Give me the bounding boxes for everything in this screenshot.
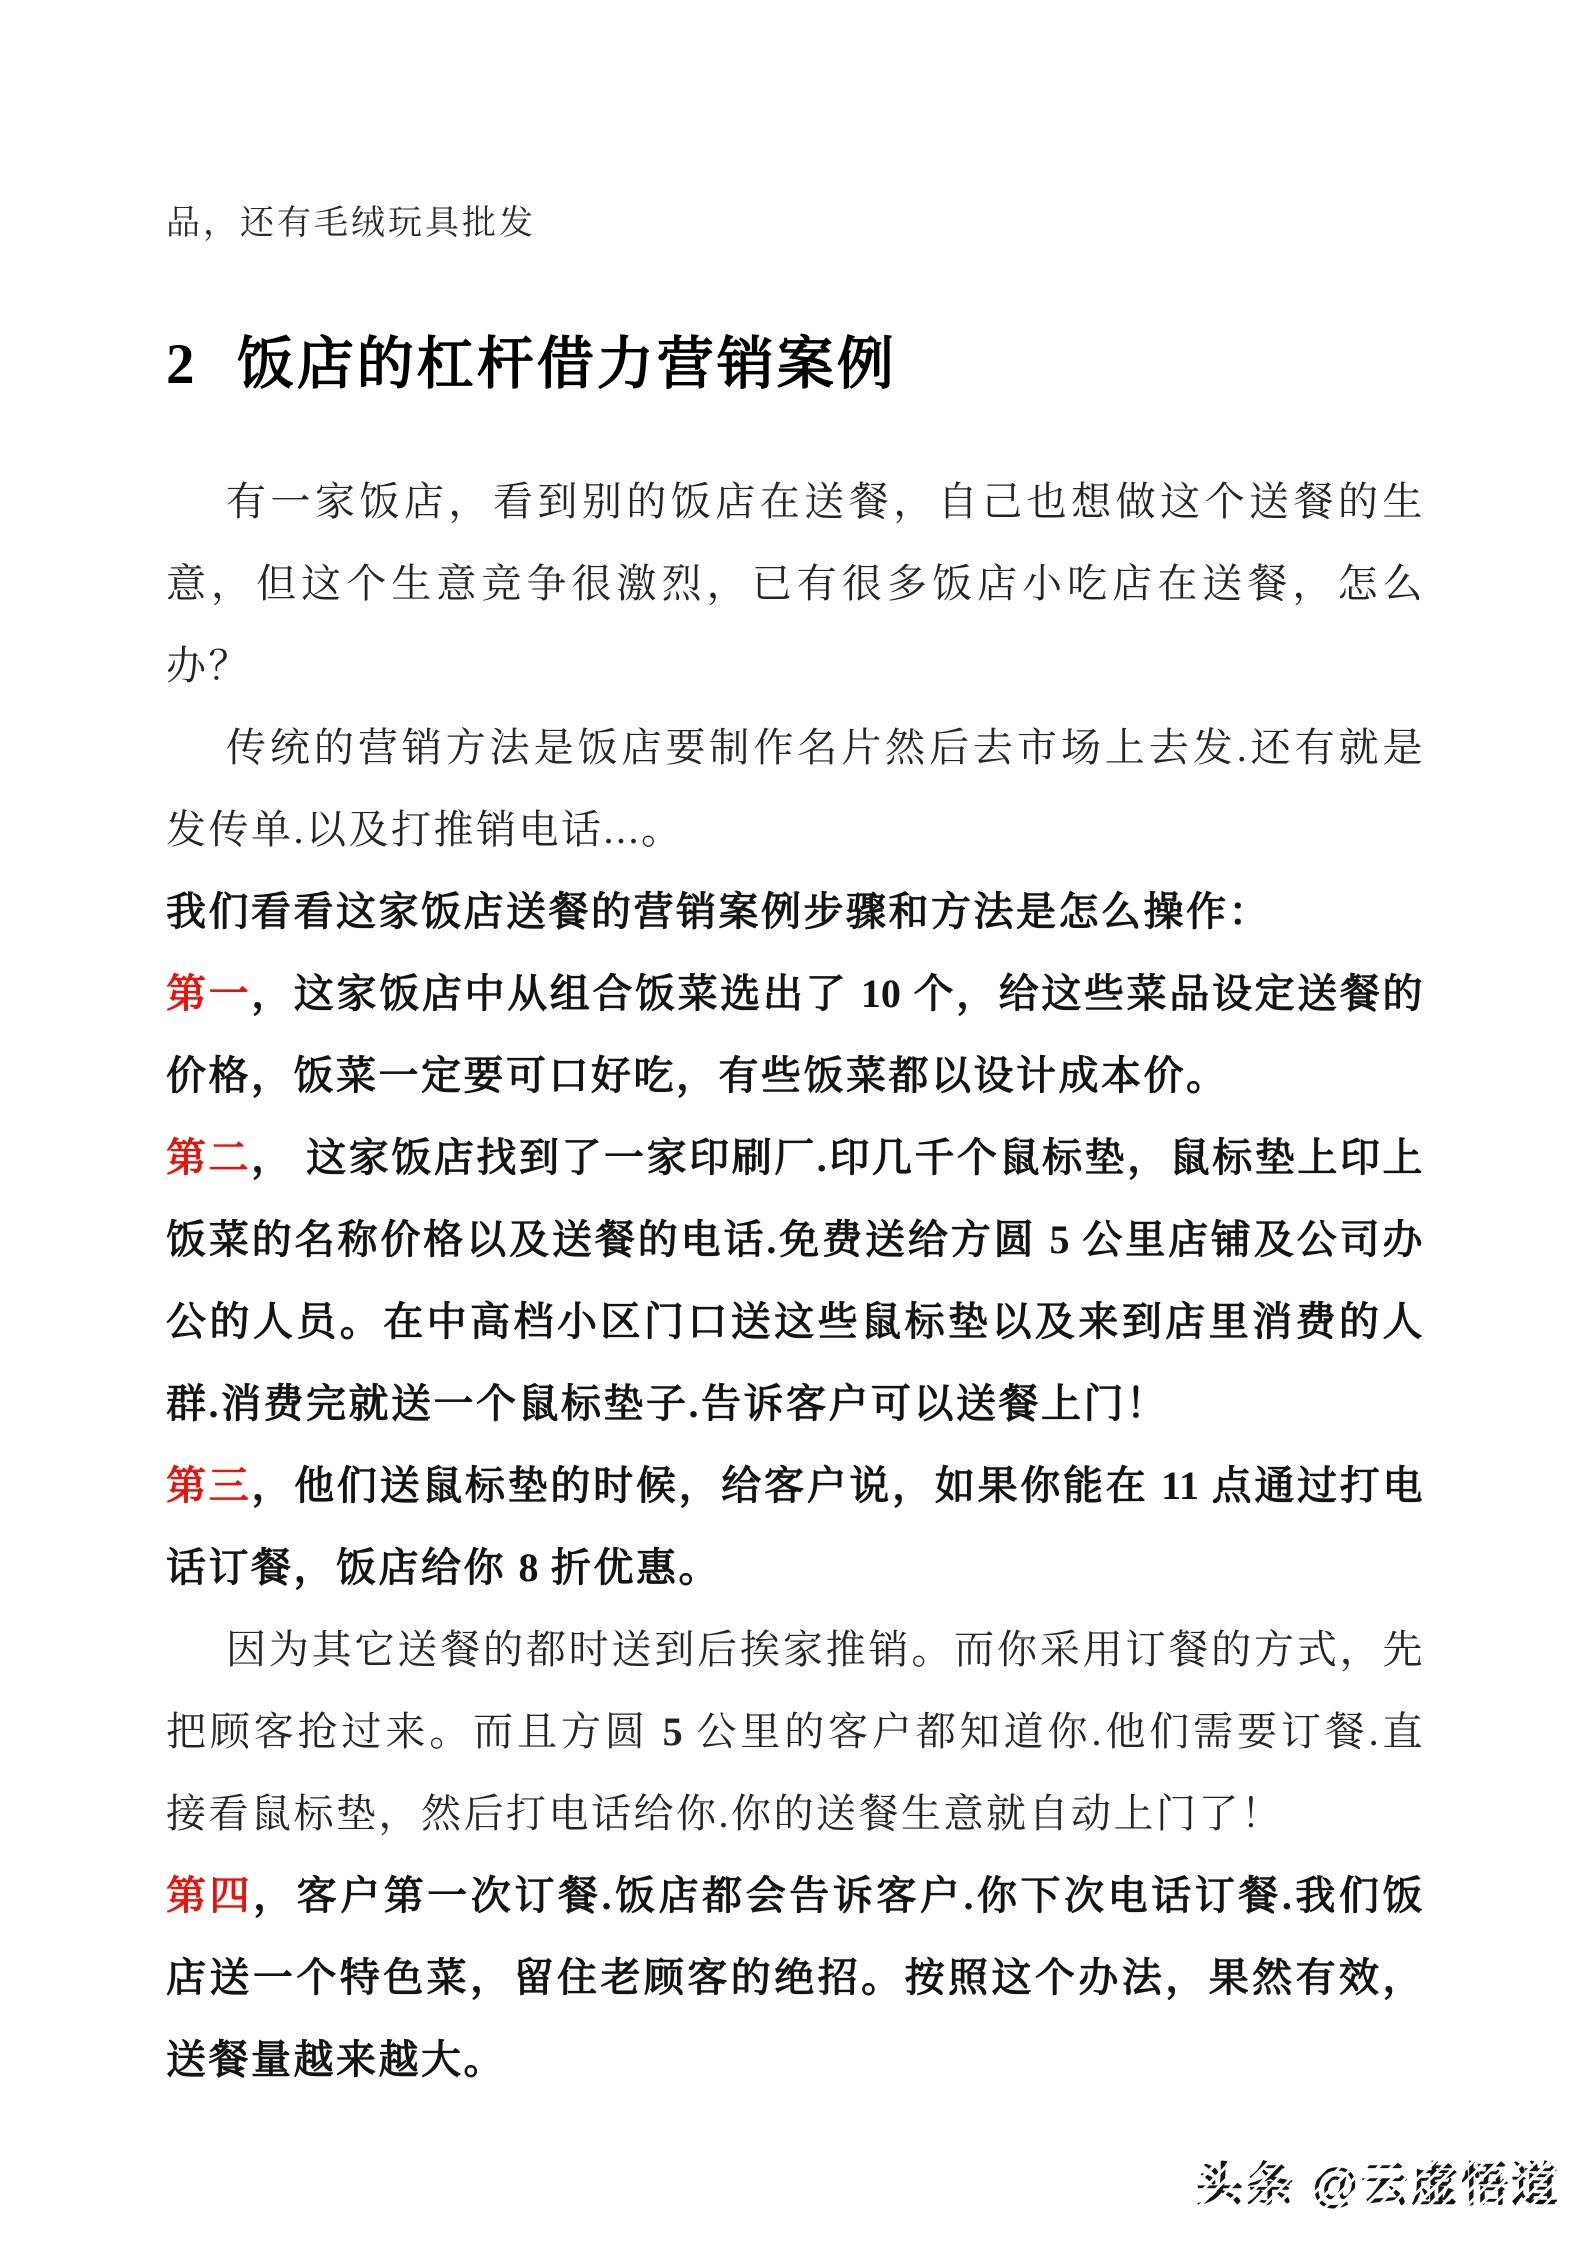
text-segment: ，这家饭店中从组合饭菜选出了 — [251, 971, 861, 1016]
text-segment: 因为其它送餐的都时送到后挨家推销。而你采用订餐的方式，先把顾客抢过来。而且方圆 — [166, 1627, 1425, 1754]
step-label: 第四 — [166, 1873, 254, 1918]
step-label: 第三 — [166, 1463, 252, 1508]
text-segment: 8 — [518, 1545, 539, 1590]
paragraph-story-intro — [166, 461, 1425, 707]
text-segment: 有一家饭店，看到别的饭店在送餐，自己也想做这个送餐的生意，但这个生意竞争很激烈，已有很多饭店小吃店在送餐，怎么办？ — [166, 479, 1425, 688]
text-segment: 10 — [860, 971, 901, 1016]
paragraph-fragment: 品，还有毛绒玩具批发 — [166, 205, 536, 242]
text-segment: 折优惠。 — [538, 1545, 721, 1590]
paragraph-step-2 — [166, 1117, 1425, 1445]
text-segment: ， 这家饭店找到了一家印刷厂.印几千个鼠标垫，鼠标垫上印上饭菜的名称价格以及送餐的电话.免费送给方圆 — [166, 1135, 1426, 1262]
step-label: 第二 — [166, 1135, 252, 1180]
text-segment: ，他们送鼠标垫的时候，给客户说，如果你能在 — [251, 1463, 1162, 1508]
text-segment: 点通过打电话订餐，饭店给你 — [166, 1463, 1426, 1590]
paragraph-why-it-works — [166, 1609, 1425, 1855]
paragraph-traditional — [166, 707, 1425, 871]
text-segment: 公里店铺及公司办公的人员。在中高档小区门口送这些鼠标垫以及来到店里消费的人群.消费完就送一个鼠标垫子.告诉客户可以送餐上门！ — [166, 1217, 1426, 1426]
text-segment: 5 — [662, 1709, 683, 1754]
paragraph-step-4 — [166, 1855, 1425, 2101]
paragraph-step-3 — [166, 1445, 1425, 1609]
text-segment: 传统的营销方法是饭店要制作名片然后去市场上去发.还有就是发传单.以及打推销电话...。 — [166, 725, 1425, 852]
text-segment: 公里的客户都知道你.他们需要订餐.直接看鼠标垫，然后打电话给你.你的送餐生意就自动上门了！ — [166, 1709, 1426, 1836]
text-segment: 5 — [1049, 1217, 1070, 1262]
watermark: 头条 @云虚悟道 — [1196, 2148, 1561, 2215]
section-heading: 2 饭店的杠杆借力营销案例 — [166, 333, 897, 396]
text-segment: 个，给这些菜品设定送餐的价格，饭菜一定要可口好吃，有些饭菜都以设计成本价。 — [166, 971, 1426, 1098]
text-segment: 11 — [1161, 1463, 1199, 1508]
paragraph-step-1 — [166, 953, 1425, 1117]
paragraph-lead-in — [166, 871, 1425, 953]
text-segment: ，客户第一次订餐.饭店都会告诉客户.你下次电话订餐.我们饭店送一个特色菜，留住老顾客的绝招。按照这个办法，果然有效，送餐量越来越大。 — [166, 1873, 1426, 2082]
step-label: 第一 — [166, 971, 252, 1016]
text-segment: 我们看看这家饭店送餐的营销案例步骤和方法是怎么操作： — [166, 889, 1271, 934]
